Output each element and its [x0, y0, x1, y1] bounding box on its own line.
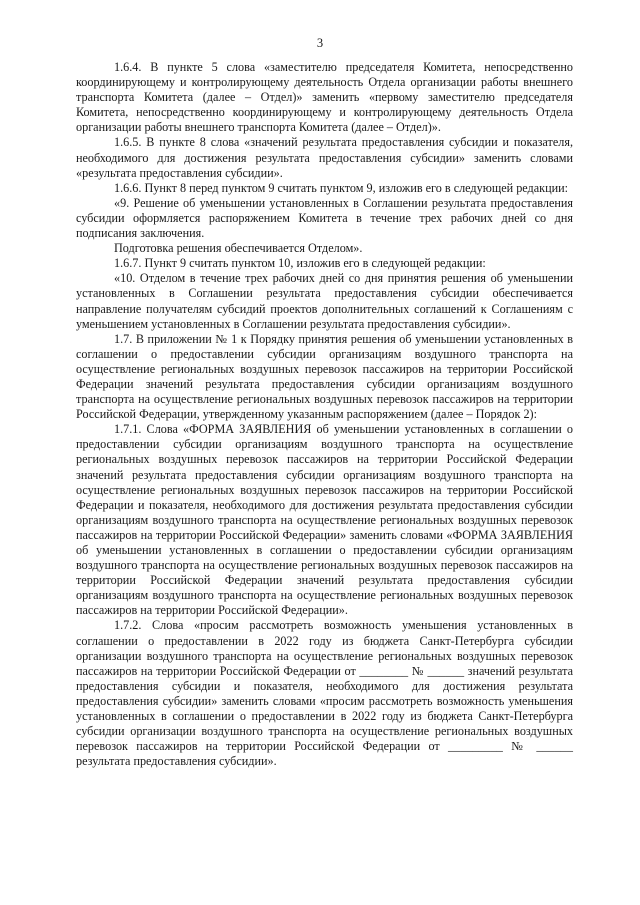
paragraph-1-7-2: 1.7.2. Слова «просим рассмотреть возможность уменьшения установленных в соглашении о предоставлении в 2022 году из бюджета Санкт-Петербурга субсидии организации воздушного транспорта на осуществление региональных воздушных перевозок пассажиров на территории Российской Федерации от ________ № ______ значений результата предоставления субсидии и показателя, необходимого для достижения результата предоставления субсидии» заменить словами «просим рассмотреть возможность уменьшения установленных в соглашении о предоставлении в 2022 году из бюджета Санкт-Петербурга субсидии организации воздушного транспорта на осуществление региональных воздушных перевозок пассажиров на территории Российской Федерации от _________ № ______ результата предоставления субсидии». [76, 618, 573, 769]
paragraph-1-6-7: 1.6.7. Пункт 9 считать пунктом 10, изложив его в следующей редакции: [114, 256, 486, 271]
paragraph-1-7-1: 1.7.1. Слова «ФОРМА ЗАЯВЛЕНИЯ об уменьшении установленных в соглашении о предоставлении субсидии организациям воздушного транспорта на осуществление региональных воздушных перевозок пассажиров на территории Российской Федерации значений результата предоставления субсидии организациям воздушного транспорта на осуществление региональных воздушных перевозок пассажиров на территории Российской Федерации и показателя, необходимого для достижения результата предоставления субсидии организациям воздушного транспорта на осуществление региональных воздушных перевозок пассажиров на территории Российской Федерации» заменить словами «ФОРМА ЗАЯВЛЕНИЯ об уменьшении установленных в соглашении о предоставлении субсидии организациям воздушного транспорта на осуществление региональных воздушных перевозок пассажиров на территории Российской Федерации значений результата предоставления субсидии организациям воздушного транспорта на осуществление региональных воздушных перевозок пассажиров на территории Российской Федерации». [76, 422, 573, 618]
paragraph-clause-9-note: Подготовка решения обеспечивается Отделом». [114, 241, 363, 256]
page-number: 3 [316, 36, 324, 50]
paragraph-clause-9: «9. Решение об уменьшении установленных в Соглашении результата предоставления субсидии оформляется распоряжением Комитета в течение трех рабочих дней со дня подписания заключения. [76, 195, 573, 241]
document-body [76, 60, 573, 769]
paragraph-1-6-6: 1.6.6. Пункт 8 перед пунктом 9 считать пунктом 9, изложив его в следующей редакции: [114, 180, 569, 195]
paragraph-1-7: 1.7. В приложении № 1 к Порядку принятия решения об уменьшении установленных в соглашении о предоставлении субсидии организациям воздушного транспорта на осуществление региональных воздушных перевозок пассажиров на территории Российской Федерации значений результата предоставления субсидии организациям воздушного транспорта на осуществление региональных воздушных перевозок пассажиров на территории Российской Федерации, утвержденному указанным распоряжением (далее – Порядок 2): [76, 331, 573, 422]
paragraph-1-6-4: 1.6.4. В пункте 5 слова «заместителю председателя Комитета, непосредственно координирующему и контролирующему деятельность Отдела организации работы внешнего транспорта Комитета (далее – Отдел)» заменить «первому заместителю председателя Комитета, непосредственно координирующему и контролирующему деятельность Отдела организации работы внешнего транспорта Комитета (далее – Отдел)». [76, 60, 573, 135]
paragraph-clause-10: «10. Отделом в течение трех рабочих дней со дня принятия решения об уменьшении установленных в Соглашении результата предоставления субсидии обеспечивается направление получателям субсидий проектов дополнительных соглашений к Соглашениям с уменьшением установленных в Соглашении результата предоставления субсидии». [76, 271, 573, 331]
paragraph-1-6-5: 1.6.5. В пункте 8 слова «значений результата предоставления субсидии и показателя, необходимого для достижения результата предоставления субсидии» заменить словами «результата предоставления субсидии». [76, 135, 573, 180]
